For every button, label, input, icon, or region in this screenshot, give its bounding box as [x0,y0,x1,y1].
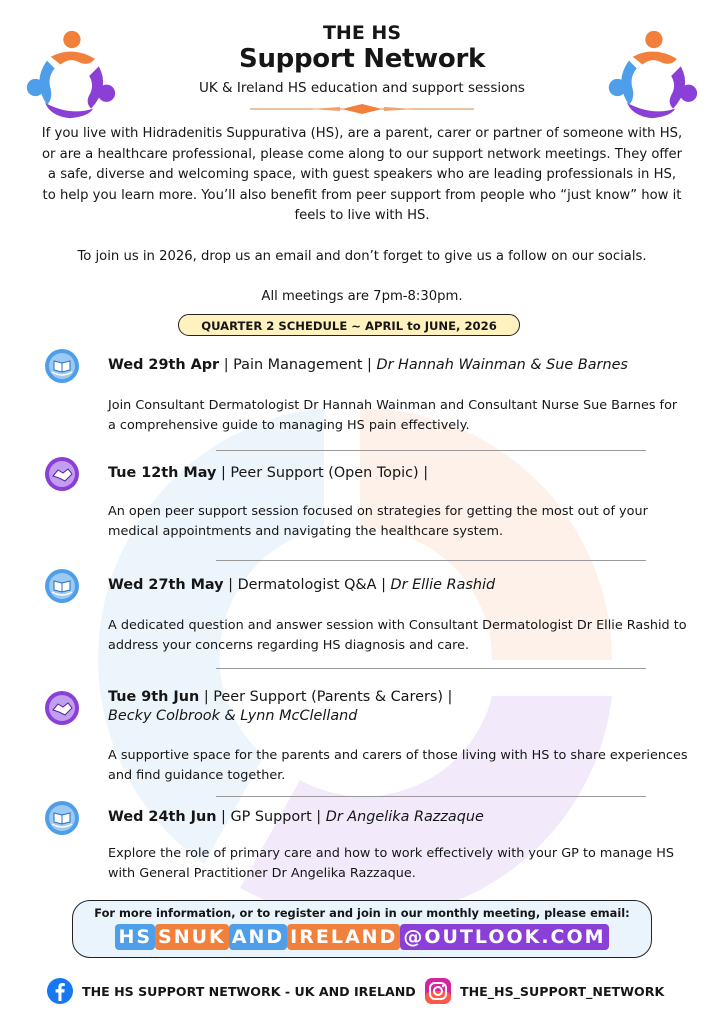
page-header [0,22,724,98]
event-speakers: Dr Angelika Razzaque [325,809,484,825]
event-speakers: Dr Hannah Wainman & Sue Barnes [376,357,628,373]
handshake-icon [44,456,80,492]
email-address[interactable] [73,924,651,950]
event-description: A supportive space for the parents and carers of those living with HS to share experiences and find guidance together. [108,748,688,783]
contact-box [72,900,652,958]
divider-line [216,450,646,451]
education-icon [44,800,80,836]
event-date: Wed 24th Jun [108,809,217,825]
event-title: Wed 24th Jun | GP Support | Dr Angelika Razzaque [108,809,484,825]
handshake-icon [44,690,80,726]
title-top: THE HS [322,22,402,44]
email-part: IRELAND [287,924,400,950]
education-icon [44,568,80,604]
instagram-label: THE_HS_SUPPORT_NETWORK [460,983,665,999]
event-title: Wed 27th May | Dermatologist Q&A | Dr Ellie Rashid [108,577,496,593]
event-topic: GP Support [230,809,312,825]
event-description: Explore the role of primary care and how to work effectively with your GP to manage HS with General Practitioner Dr Angelika Razzaque. [108,846,674,881]
intro-paragraph: If you live with Hidradenitis Suppurativa (HS), are a parent, carer or partner of someone with HS, or are a healthcare professional, please come along to our support network meetings. They offer a safe, diverse and welcoming space, with guest speakers who are leading professionals in HS, to help you learn more. You’ll also benefit from peer support from people who “just know” how it feels to live with HS. [41,126,683,223]
email-part: @OUTLOOK.COM [400,924,608,950]
event-topic: Dermatologist Q&A [237,577,377,593]
event-date: Tue 12th May [108,465,217,481]
event-description: An open peer support session focused on strategies for getting the most out of your medical appointments and navigating the healthcare system. [108,504,648,539]
instagram-icon [424,977,452,1005]
meeting-times: All meetings are 7pm-8:30pm. [261,289,463,304]
divider-line [216,796,646,797]
schedule-badge: QUARTER 2 SCHEDULE ~ APRIL to JUNE, 2026 [178,314,520,336]
contact-text: For more information, or to register and join in our monthly meeting, please email: [94,906,630,920]
event-description: A dedicated question and answer session with Consultant Dermatologist Dr Ellie Rashid to address your concerns regarding HS diagnosis and care. [108,618,687,653]
divider-line [216,560,646,561]
event-date: Tue 9th Jun [108,689,200,705]
intro-text [40,124,684,308]
event-title: Tue 12th May | Peer Support (Open Topic) | [108,465,429,481]
event-topic: Pain Management [233,357,363,373]
divider-line [216,668,646,669]
education-icon [44,348,80,384]
join-paragraph: To join us in 2026, drop us an email and don’t forget to give us a follow on our socials. [77,248,647,264]
email-part: AND [229,924,287,950]
facebook-link[interactable] [46,977,416,1005]
email-part: SNUK [155,924,229,950]
event-topic: Peer Support (Open Topic) [230,465,419,481]
event-speakers: Becky Colbrook & Lynn McClelland [108,708,358,724]
event-title: Tue 9th Jun | Peer Support (Parents & Carers) | Becky Colbrook & Lynn McClelland [108,689,453,724]
ornamental-divider [250,103,474,115]
facebook-icon [46,977,74,1005]
event-description: Join Consultant Dermatologist Dr Hannah Wainman and Consultant Nurse Sue Barnes for a comprehensive guide to managing HS pain effectively. [108,398,678,433]
instagram-link[interactable] [424,977,664,1005]
facebook-label: THE HS SUPPORT NETWORK - UK AND IRELAND [82,983,416,999]
event-topic: Peer Support (Parents & Carers) [213,689,443,705]
event-title: Wed 29th Apr | Pain Management | Dr Hannah Wainman & Sue Barnes [108,357,628,373]
page-subtitle: UK & Ireland HS education and support sessions [199,80,525,96]
event-date: Wed 29th Apr [108,357,220,373]
event-date: Wed 27th May [108,577,224,593]
email-part: HS [115,924,155,950]
page-title: Support Network [239,44,485,74]
event-speakers: Dr Ellie Rashid [390,577,496,593]
